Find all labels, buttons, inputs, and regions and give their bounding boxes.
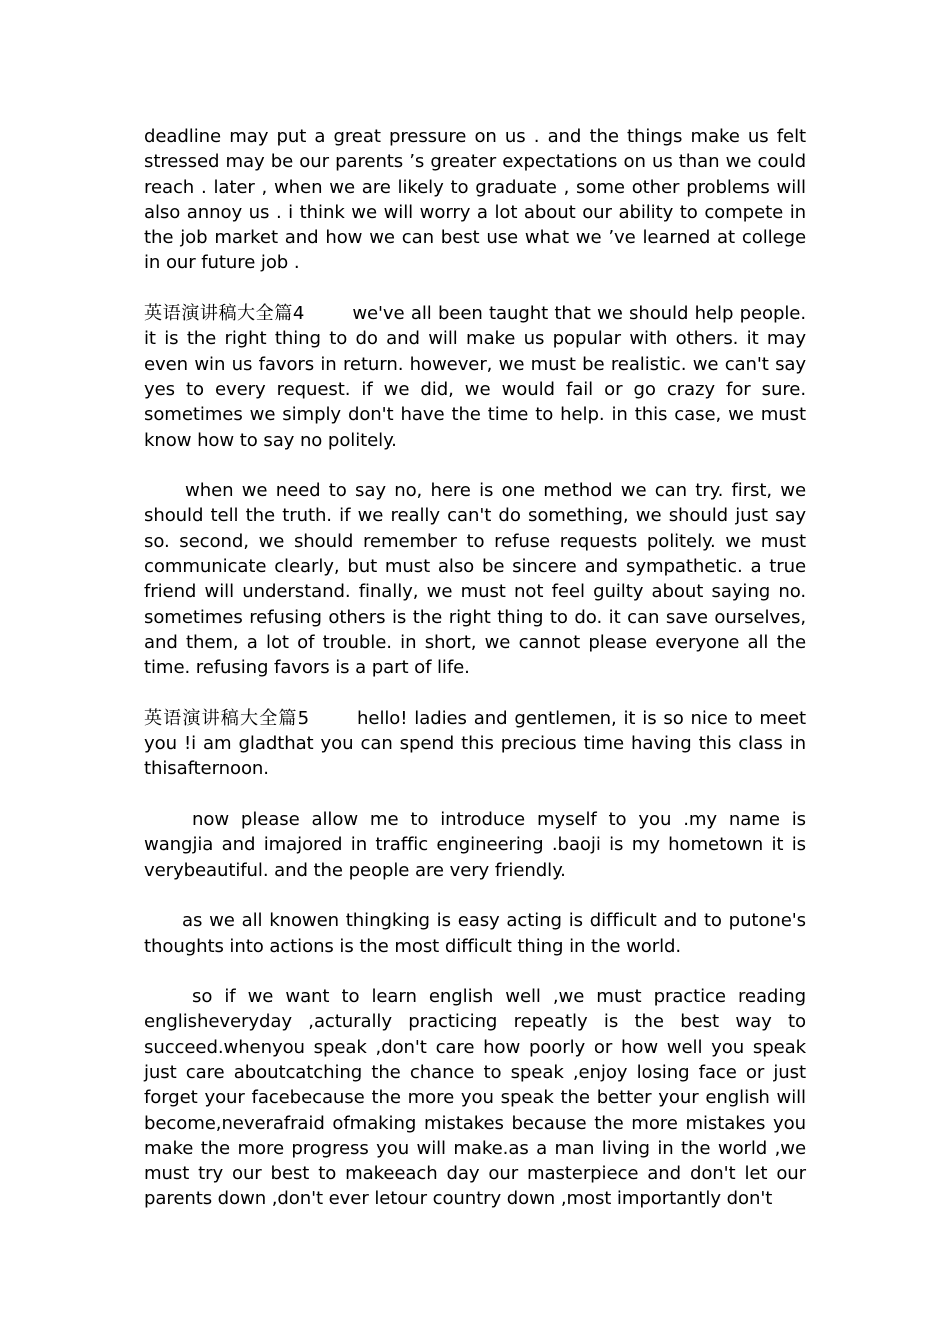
paragraph-introduction bbox=[144, 807, 806, 883]
paragraph-gap bbox=[144, 681, 806, 706]
paragraph-text: we've all been taught that we should help people. it is the right thing to do and will make us popular with others. it may even win us favors in return. however, we must be realistic. we can't say yes to every request. if we did, we would fail or go crazy for sure. sometimes we simply don't have the time to help. in this case, we must know how to say no politely. bbox=[144, 303, 806, 451]
paragraph-gap bbox=[144, 782, 806, 807]
section-heading: 英语演讲稿大全篇5 bbox=[144, 707, 310, 729]
paragraph-gap bbox=[144, 276, 806, 301]
paragraph-speech-5 bbox=[144, 706, 806, 782]
paragraph-text: when we need to say no, here is one method we can try. first, we should tell the truth. if we really can't do something, we should just say so. second, we should remember to refuse requests politely. we must communicate clearly, but must also be sincere and sympathetic. a true friend will understand. finally, we must not feel guilty about saying no. sometimes refusing others is the right thing to do. it can save ourselves, and them, a lot of trouble. in short, we cannot please everyone all the time. refusing favors is a part of life. bbox=[144, 480, 806, 679]
paragraph-say-no bbox=[144, 478, 806, 680]
paragraph-text: as we all knowen thingking is easy acting is difficult and to putone's thoughts into actions is the most difficult thing in the world. bbox=[144, 910, 806, 957]
paragraph-text: deadline may put a great pressure on us . and the things make us felt stressed may be our parents ’s greater expectations on us than we could reach . later , when we are likely to graduate , some other problems will also annoy us . i think we will worry a lot about our ability to compete in the job market and how we can best use what we ’ve learned at college in our future job . bbox=[144, 126, 806, 274]
section-heading: 英语演讲稿大全篇4 bbox=[144, 303, 305, 325]
paragraph-speech-4 bbox=[144, 301, 806, 453]
paragraph-text: hello! ladies and gentlemen, it is so nice to meet you !i am gladthat you can spend this precious time having this class in thisafternoon. bbox=[144, 707, 807, 780]
paragraph-gap bbox=[144, 453, 806, 478]
paragraph-gap bbox=[144, 883, 806, 908]
paragraph-thinking bbox=[144, 908, 806, 959]
paragraph-continued bbox=[144, 124, 806, 276]
document-page bbox=[144, 124, 806, 1212]
paragraph-learn-english bbox=[144, 984, 806, 1212]
paragraph-text: now please allow me to introduce myself to you .my name is wangjia and imajored in traffic engineering .baoji is my hometown it is verybeautiful. and the people are very friendly. bbox=[144, 809, 806, 881]
paragraph-text: so if we want to learn english well ,we must practice reading englisheveryday ,acturally practicing repeatly is the best way to succeed.whenyou speak ,don't care how poorly or how well you speak just care aboutcatching the chance to speak ,enjoy losing face or just forget your facebecause the more you speak the better your english will become,neverafraid ofmaking mistakes because the more mistakes you make the more progress you will make.as a man living in the world ,we must try our best to makeeach day our masterpiece and don't let our parents down ,don't ever letour country down ,most importantly don't bbox=[144, 986, 806, 1210]
paragraph-gap bbox=[144, 959, 806, 984]
